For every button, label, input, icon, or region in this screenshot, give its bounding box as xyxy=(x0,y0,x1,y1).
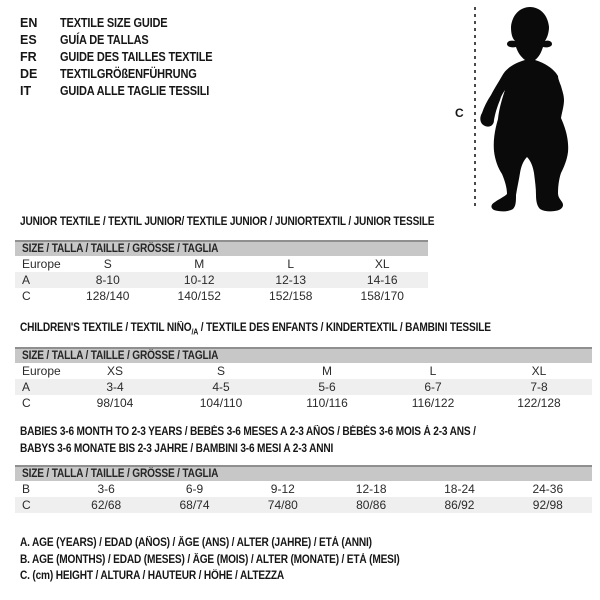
footnote-c xyxy=(20,570,451,587)
cell: 4-5 xyxy=(212,380,230,394)
footnote-a-text: A. AGE (YEARS) / EDAD (AÑOS) / ÂGE (ANS) / ALTER (JAHRE) / ETÀ (ANNI) xyxy=(20,537,372,549)
cell: 104/110 xyxy=(199,396,243,410)
lang-row-es xyxy=(20,31,233,48)
cell: S xyxy=(216,364,225,378)
baby-silhouette-icon xyxy=(478,5,585,212)
babies-size-header xyxy=(15,465,592,481)
lang-label: TEXTILE SIZE GUIDE xyxy=(60,15,168,30)
lang-code: FR xyxy=(20,49,37,64)
footnote-b xyxy=(20,554,451,571)
children-title-sub: /A xyxy=(191,327,199,337)
cell: L xyxy=(287,257,295,271)
children-title-main: CHILDREN'S TEXTILE / TEXTIL NIÑO xyxy=(20,322,192,334)
cell: 5-6 xyxy=(318,380,336,394)
cell: M xyxy=(194,257,205,271)
cell: 7-8 xyxy=(530,380,548,394)
cell: 12-18 xyxy=(355,482,387,496)
table-row xyxy=(15,497,592,513)
row-label: C xyxy=(22,396,31,410)
children-title-text xyxy=(20,322,491,336)
babies-title-line2-text: BABYS 3-6 MONATE BIS 2-3 JAHRE / BAMBINI 3-6 MESI A 2-3 ANNI xyxy=(20,443,334,455)
size-header-text: SIZE / TALLA / TAILLE / GRÖSSE / TAGLIA xyxy=(22,350,219,362)
cell: 152/158 xyxy=(269,289,313,303)
lang-row-de xyxy=(20,65,233,82)
lang-code: IT xyxy=(20,83,32,98)
cell: 74/80 xyxy=(267,498,298,512)
cell: 3-6 xyxy=(97,482,115,496)
cell: 92/98 xyxy=(532,498,563,512)
cell: 68/74 xyxy=(179,498,210,512)
cell: 12-13 xyxy=(275,273,307,287)
height-dotted-line xyxy=(474,7,476,207)
cell: 62/68 xyxy=(91,498,122,512)
cell: XL xyxy=(374,257,390,271)
cell: 122/128 xyxy=(517,396,561,410)
cell: 116/122 xyxy=(411,396,455,410)
row-label: C xyxy=(22,498,31,512)
footnote-a xyxy=(20,537,451,554)
lang-label: GUIDA ALLE TAGLIE TESSILI xyxy=(60,83,210,98)
table-row xyxy=(15,363,592,379)
cell: 6-9 xyxy=(185,482,204,496)
babies-section-title-line1 xyxy=(20,426,538,438)
row-label: B xyxy=(22,482,31,496)
cell: 110/116 xyxy=(306,396,348,410)
lang-code: DE xyxy=(20,66,38,81)
cell: 86/92 xyxy=(444,498,475,512)
cell: 158/170 xyxy=(360,289,404,303)
table-row xyxy=(15,272,428,288)
cell: 9-12 xyxy=(270,482,295,496)
language-list xyxy=(20,14,233,99)
table-row xyxy=(15,395,592,411)
cell: 80/86 xyxy=(356,498,387,512)
size-header-text: SIZE / TALLA / TAILLE / GRÖSSE / TAGLIA xyxy=(22,243,219,255)
children-table xyxy=(15,347,592,411)
table-row xyxy=(15,481,592,497)
row-label: Europe xyxy=(22,364,61,378)
cell: 128/140 xyxy=(86,289,130,303)
footnote-c-text: C. (cm) HEIGHT / ALTURA / HAUTEUR / HÖHE / ALTEZZA xyxy=(20,570,285,582)
cell: 24-36 xyxy=(532,482,564,496)
table-row xyxy=(15,288,428,304)
table-row xyxy=(15,379,592,395)
babies-title-line1-text: BABIES 3-6 MONTH TO 2-3 YEARS / BEBÉS 3-6 MESES A 2-3 AÑOS / BÉBÉS 3-6 MOIS À 2-3 ANS / xyxy=(20,426,476,438)
cell: 8-10 xyxy=(95,273,120,287)
lang-code: EN xyxy=(20,15,38,30)
row-label: C xyxy=(22,289,31,303)
cell: 6-7 xyxy=(424,380,442,394)
cell: 98/104 xyxy=(96,396,134,410)
cell: M xyxy=(322,364,332,378)
children-section-title xyxy=(20,322,555,336)
row-label: A xyxy=(22,273,31,287)
footnote-b-text: B. AGE (MONTHS) / EDAD (MESES) / ÂGE (MOIS) / ALTER (MONATE) / ETÀ (MESI) xyxy=(20,553,400,566)
cell: L xyxy=(429,364,437,378)
cell: 140/152 xyxy=(177,289,221,303)
row-label: A xyxy=(22,380,31,394)
junior-section-title xyxy=(20,216,491,228)
lang-label: TEXTILGRÖßENFÜHRUNG xyxy=(60,66,197,81)
lang-row-fr xyxy=(20,48,233,65)
size-header-text: SIZE / TALLA / TAILLE / GRÖSSE / TAGLIA xyxy=(22,468,219,480)
children-title-rest: / TEXTILE DES ENFANTS / KINDERTEXTIL / BAMBINI TESSILE xyxy=(198,322,491,334)
junior-title-text: JUNIOR TEXTILE / TEXTIL JUNIOR/ TEXTILE JUNIOR / JUNIORTEXTIL / JUNIOR TESSILE xyxy=(20,216,435,228)
babies-section-title-line2 xyxy=(20,443,376,455)
babies-table xyxy=(15,465,592,513)
cell: S xyxy=(103,257,112,271)
cell: 10-12 xyxy=(183,273,215,287)
cell: 18-24 xyxy=(444,482,475,496)
children-size-header xyxy=(15,347,592,363)
lang-label: GUIDE DES TAILLES TEXTILE xyxy=(60,49,213,64)
footnotes xyxy=(20,537,451,587)
cell: XS xyxy=(106,364,123,378)
junior-size-header xyxy=(15,240,428,256)
row-label: Europe xyxy=(22,257,61,271)
junior-table xyxy=(15,240,428,304)
lang-label: GUÍA DE TALLAS xyxy=(60,32,149,47)
lang-row-en xyxy=(20,14,233,31)
height-label-c: C xyxy=(455,106,464,120)
cell: 14-16 xyxy=(366,273,398,287)
cell: 3-4 xyxy=(106,380,124,394)
lang-row-it xyxy=(20,82,233,99)
lang-code: ES xyxy=(20,32,37,47)
table-row xyxy=(15,256,428,272)
cell: XL xyxy=(531,364,547,378)
